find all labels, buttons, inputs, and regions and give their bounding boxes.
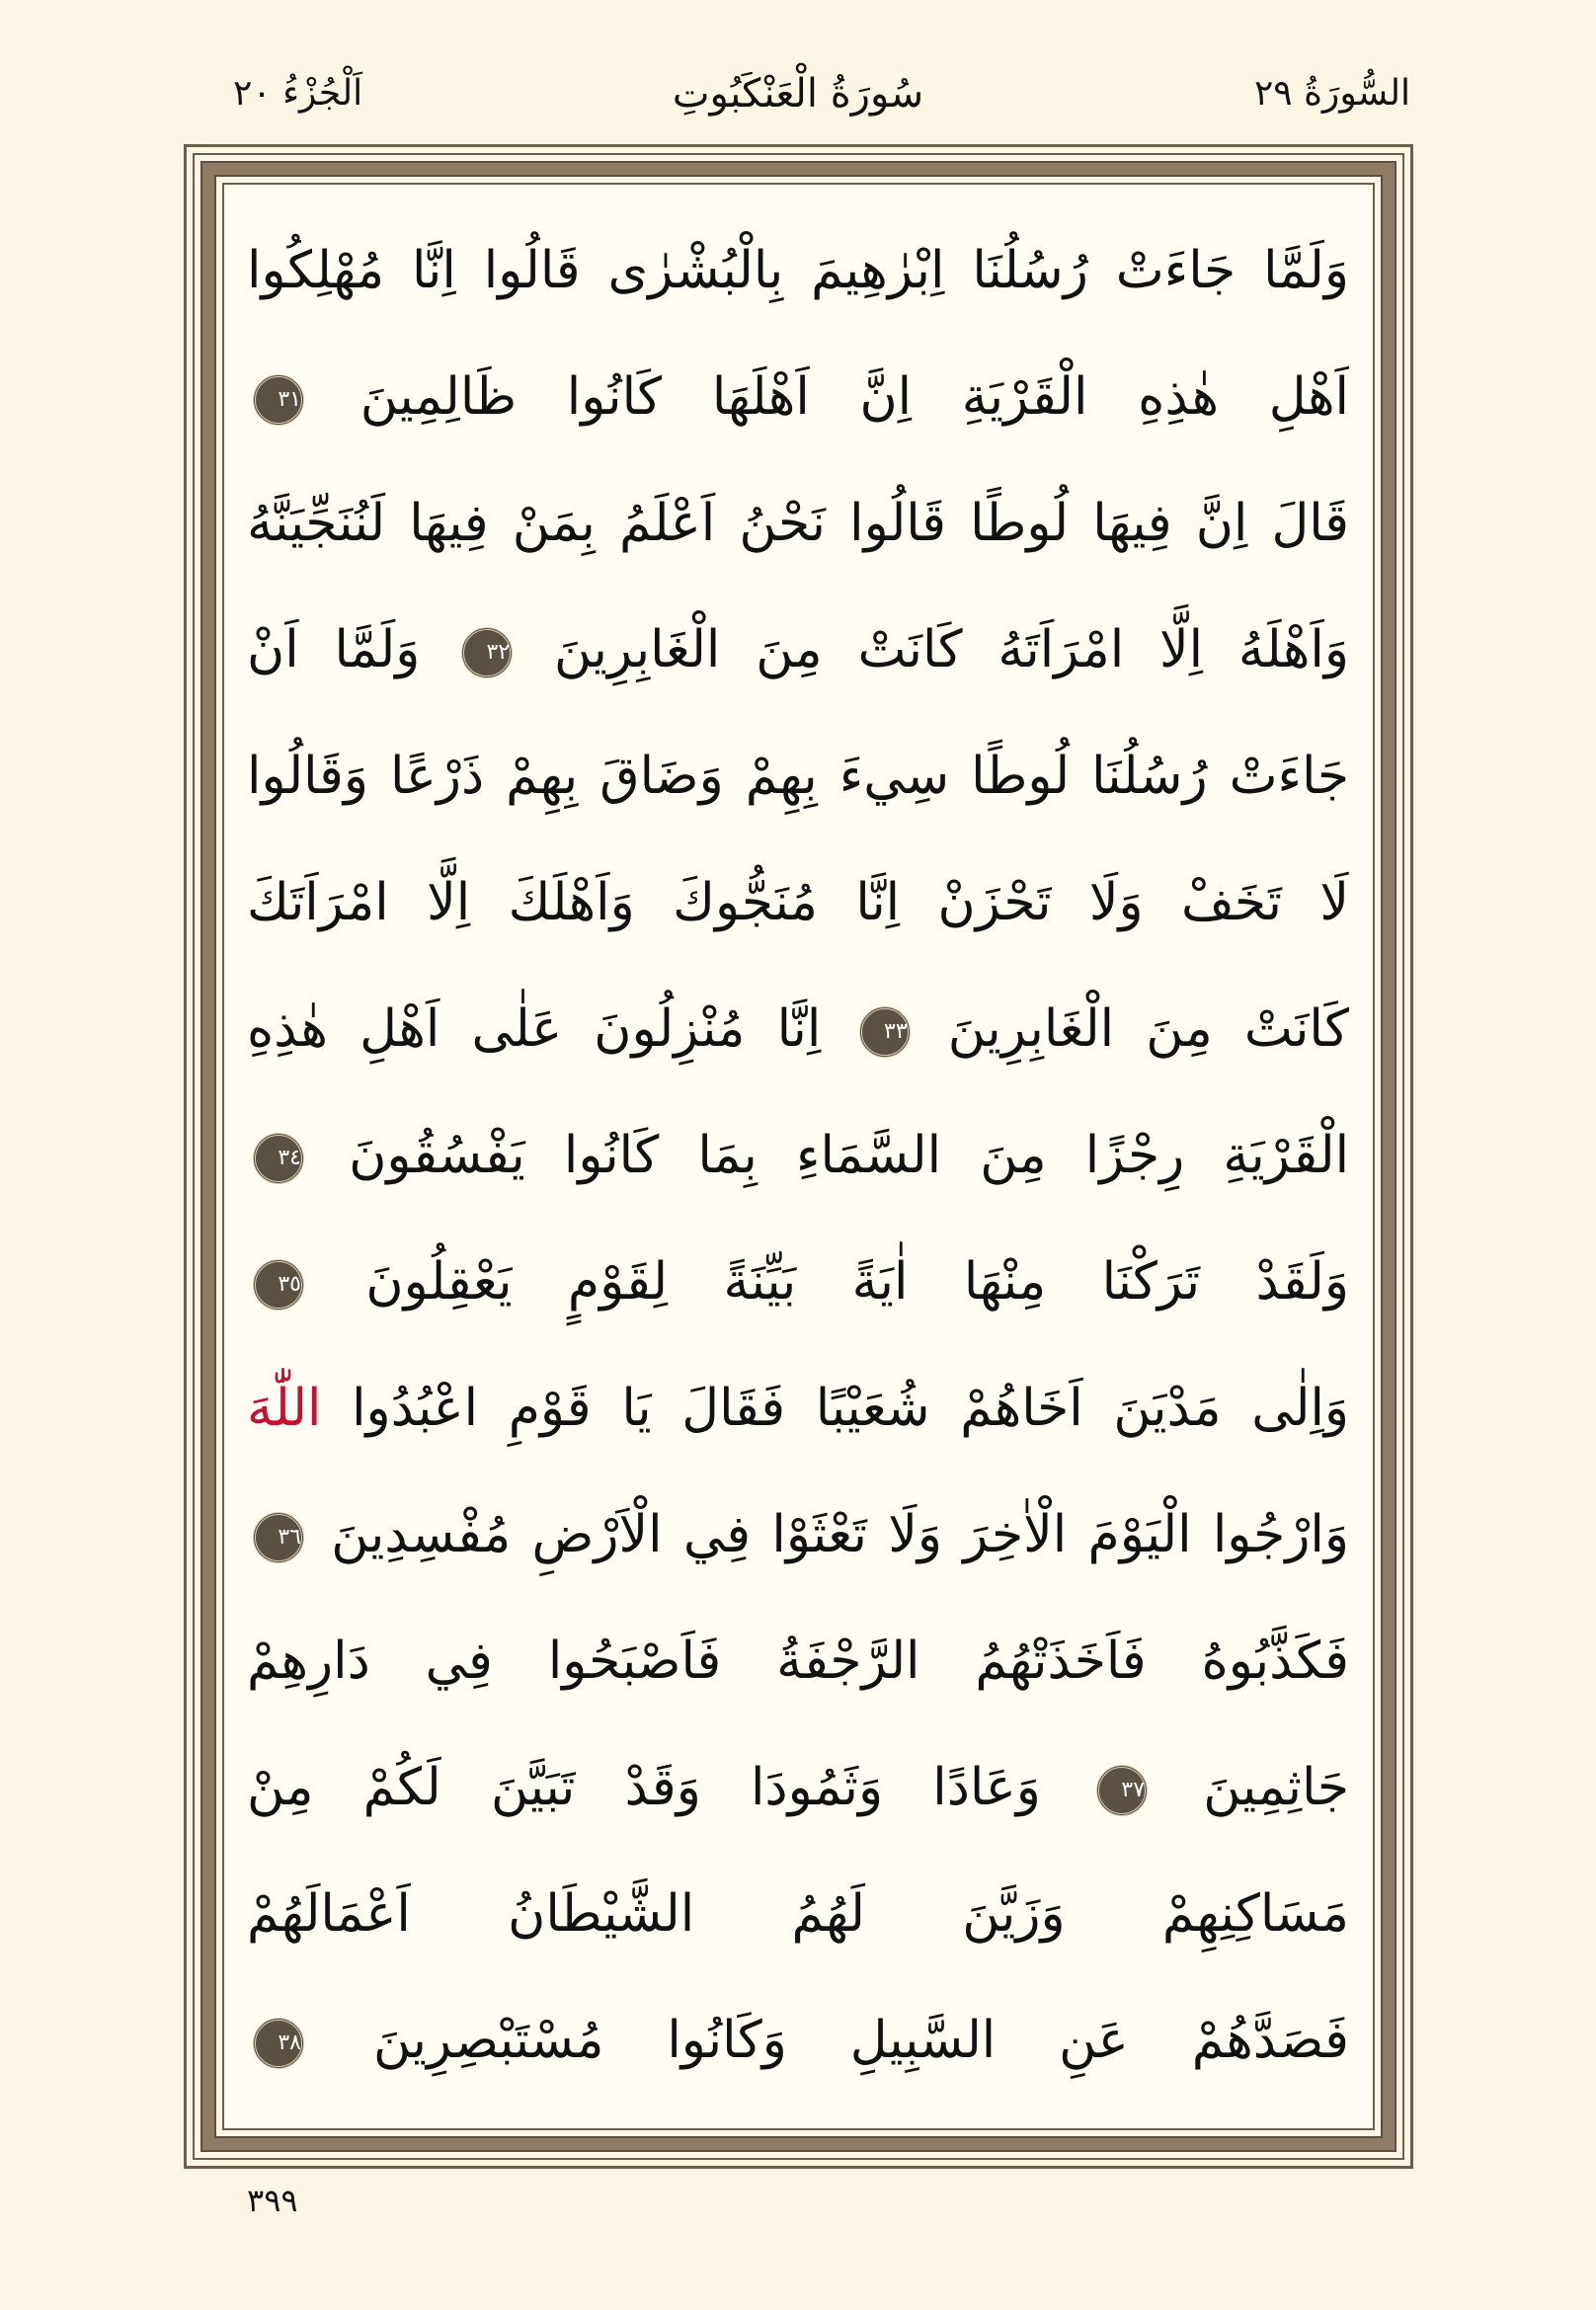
- ayah-number-marker: ٣٢: [461, 627, 513, 678]
- ayah-number-marker: ٣٦: [253, 1512, 304, 1563]
- verse-line: [247, 966, 1349, 1092]
- verse-text: مَسَاكِنِهِمْ وَزَيَّنَ لَهُمُ الشَّيْطَانُ اَعْمَالَهُمْ: [247, 1884, 1349, 1944]
- verse-text: وَاَهْلَهُ اِلَّا امْرَاَتَهُ كَانَتْ مِنَ الْغَابِرِينَ: [553, 620, 1349, 679]
- verse-text: فَصَدَّهُمْ عَنِ السَّبِيلِ وَكَانُوا مُسْتَبْصِرِينَ: [372, 2011, 1349, 2070]
- juz-label: اَلْجُزْءُ ٢٠: [233, 73, 363, 114]
- verse-line: [247, 1851, 1349, 1977]
- surah-name: سُورَةُ الْعَنْكَبُوتِ: [672, 71, 924, 117]
- verse-line: [247, 839, 1349, 966]
- ayah-number-marker: ٣٧: [1096, 1765, 1148, 1816]
- verse-text: كَانَتْ مِنَ الْغَابِرِينَ: [947, 999, 1349, 1059]
- verse-text-continued: وَعَادًا وَثَمُودَا وَقَدْ تَبَيَّنَ لَكُمْ مِنْ: [247, 1758, 1041, 1817]
- verse-line: [247, 713, 1349, 839]
- verse-text: وَاِلٰى مَدْيَنَ اَخَاهُمْ شُعَيْبًا فَقَالَ يَا قَوْمِ اعْبُدُوا: [352, 1379, 1349, 1438]
- verse-text-continued: اِنَّا مُنْزِلُونَ عَلٰى اَهْلِ هٰذِهِ: [247, 999, 822, 1059]
- verse-line: [247, 1598, 1349, 1724]
- ayah-number-marker: ٣٨: [253, 2018, 304, 2069]
- verse-text: فَكَذَّبُوهُ فَاَخَذَتْهُمُ الرَّجْفَةُ فَاَصْبَحُوا فِي دَارِهِمْ: [247, 1632, 1349, 1691]
- verse-line: [247, 587, 1349, 713]
- verse-line: [247, 460, 1349, 587]
- verse-line: [247, 1472, 1349, 1598]
- verse-line: [247, 1219, 1349, 1345]
- verse-text: اَهْلِ هٰذِهِ الْقَرْيَةِ اِنَّ اَهْلَهَا كَانُوا ظَالِمِينَ: [359, 367, 1349, 427]
- verse-text: جَاءَتْ رُسُلُنَا لُوطًا سِيءَ بِهِمْ وَضَاقَ بِهِمْ ذَرْعًا وَقَالُوا: [247, 747, 1349, 806]
- verse-text: وَلَمَّا جَاءَتْ رُسُلُنَا اِبْرٰهِيمَ بِالْبُشْرٰى قَالُوا اِنَّا مُهْلِكُوا: [247, 241, 1349, 300]
- page-number: ٣٩٩: [247, 2182, 298, 2219]
- verse-text: وَارْجُوا الْيَوْمَ الْاٰخِرَ وَلَا تَعْثَوْا فِي الْاَرْضِ مُفْسِدِينَ: [331, 1505, 1349, 1564]
- allah-word: اللّٰهَ: [247, 1379, 322, 1438]
- verse-text: قَالَ اِنَّ فِيهَا لُوطًا قَالُوا نَحْنُ اَعْلَمُ بِمَنْ فِيهَا لَنُنَجِّيَنَّهُ: [247, 494, 1349, 553]
- ayah-number-marker: ٣٤: [253, 1133, 304, 1184]
- verse-text: جَاثِمِينَ: [1203, 1758, 1349, 1817]
- surah-number: السُّورَةُ ٢٩: [1253, 73, 1410, 114]
- verse-line: [247, 334, 1349, 460]
- verse-line: [247, 1345, 1349, 1472]
- page-header: [186, 59, 1410, 128]
- verse-line: [247, 1092, 1349, 1219]
- verse-text-continued: وَلَمَّا اَنْ: [247, 620, 421, 679]
- verse-line: [247, 1977, 1349, 2104]
- ayah-number-marker: ٣٣: [859, 1006, 911, 1058]
- verse-text-block: [247, 207, 1349, 2104]
- verse-text: وَلَقَدْ تَرَكْنَا مِنْهَا اٰيَةً بَيِّنَةً لِقَوْمٍ يَعْقِلُونَ: [365, 1252, 1349, 1312]
- verse-line: [247, 207, 1349, 334]
- verse-text: الْقَرْيَةِ رِجْزًا مِنَ السَّمَاءِ بِمَا كَانُوا يَفْسُقُونَ: [349, 1126, 1349, 1185]
- ayah-number-marker: ٣٥: [253, 1259, 304, 1311]
- ayah-number-marker: ٣١: [253, 374, 304, 426]
- verse-text: لَا تَخَفْ وَلَا تَحْزَنْ اِنَّا مُنَجُّوكَ وَاَهْلَكَ اِلَّا امْرَاَتَكَ: [247, 873, 1349, 932]
- verse-line: [247, 1724, 1349, 1851]
